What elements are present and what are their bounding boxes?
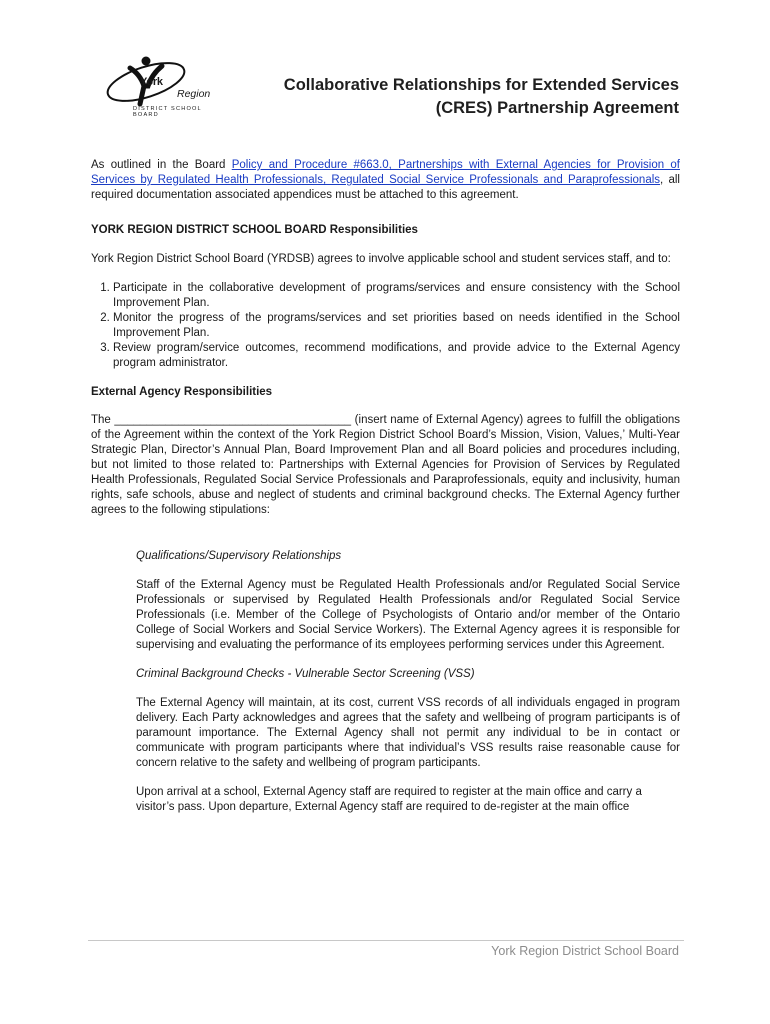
qualifications-heading: Qualifications/Supervisory Relationships	[136, 550, 342, 562]
stipulations	[91, 549, 680, 815]
policy-link[interactable]: Policy and Procedure #663.0, Partnerships with External Agencies for Provision of Services by Regulated Health Professionals, Regulated Social Service Professionals and Paraprofessionals	[91, 159, 680, 186]
logo-region-text: Region	[177, 88, 211, 100]
intro-text-before: As outlined in the Board	[91, 159, 232, 171]
yrdsb-lead: York Region District School Board (YRDSB) agrees to involve applicable school and student services staff, and to:	[91, 253, 671, 265]
criminal-body-1: The External Agency will maintain, at its cost, current VSS records of all individuals engaged in program delivery. Each Party acknowledges and agrees that the safety and wellbeing of program participants is of paramount importance. The External Agency shall not permit any individual to be in contact or communicate with program participants where that individual’s VSS results raise reasonable cause for concern relative to the safety and wellbeing of program participants.	[136, 697, 680, 769]
title-line-1: Collaborative Relationships for Extended Services	[283, 76, 679, 94]
list-item: 1. Participate in the collaborative development of programs/services and ensure consistency with the School Improvement Plan.	[113, 281, 680, 311]
list-item: 3. Review program/service outcomes, recommend modifications, and provide advice to the External Agency program administrator.	[113, 341, 680, 371]
page-footer: York Region District School Board	[491, 944, 679, 958]
logo-board-text: DISTRICT SCHOOL BOARD	[133, 106, 202, 118]
qualifications-body: Staff of the External Agency must be Regulated Health Professionals and/or Regulated Social Service Professionals or supervised by Regulated Health Professionals and/or Regulated Social Service Professionals (i.e. Member of the College of Psychologists of Ontario and/or member of the Ontario College of Social Workers and Social Service Workers). The External Agency agrees it is responsible for supervising and evaluating the performance of its employees performing services under this Agreement.	[136, 579, 680, 651]
footer-divider	[88, 940, 684, 941]
logo-york-text: York	[140, 76, 163, 88]
yrdsb-list	[91, 281, 680, 371]
page-title	[284, 74, 679, 120]
york-region-logo	[100, 52, 220, 116]
intro-text-after: , all required documentation associated appendices must be attached to this agreement.	[91, 174, 680, 201]
title-line-2: (CRES) Partnership Agreement	[435, 99, 679, 117]
intro-paragraph	[91, 158, 680, 203]
criminal-heading: Criminal Background Checks - Vulnerable Sector Screening (VSS)	[136, 668, 475, 680]
external-heading: External Agency Responsibilities	[91, 386, 273, 398]
external-body: The _____________________________________ (insert name of External Agency) agrees to fulfill the obligations of the Agreement within the context of the York Region District School Board’s Mission, Vision, Values,’ Multi-Year Strategic Plan, Director’s Annual Plan, Board Improvement Plan and all Board policies and procedures including, but not limited to those related to: Partnerships with External Agencies for Provision of Services by Regulated Health Professionals, Regulated Social Service Professionals and Paraprofessionals, equity and inclusivity, human rights, safe schools, abuse and neglect of students and criminal background checks. The External Agency further agrees to the following stipulations:	[91, 414, 680, 516]
document-body	[91, 158, 680, 815]
yrdsb-heading: YORK REGION DISTRICT SCHOOL BOARD Responsibilities	[91, 224, 418, 236]
list-item: 2. Monitor the progress of the programs/services and set priorities based on needs identified in the School Improvement Plan.	[113, 311, 680, 341]
criminal-body-2: Upon arrival at a school, External Agency staff are required to register at the main office and carry a visitor’s pass. Upon departure, External Agency staff are required to de-register at the main office	[136, 786, 642, 813]
